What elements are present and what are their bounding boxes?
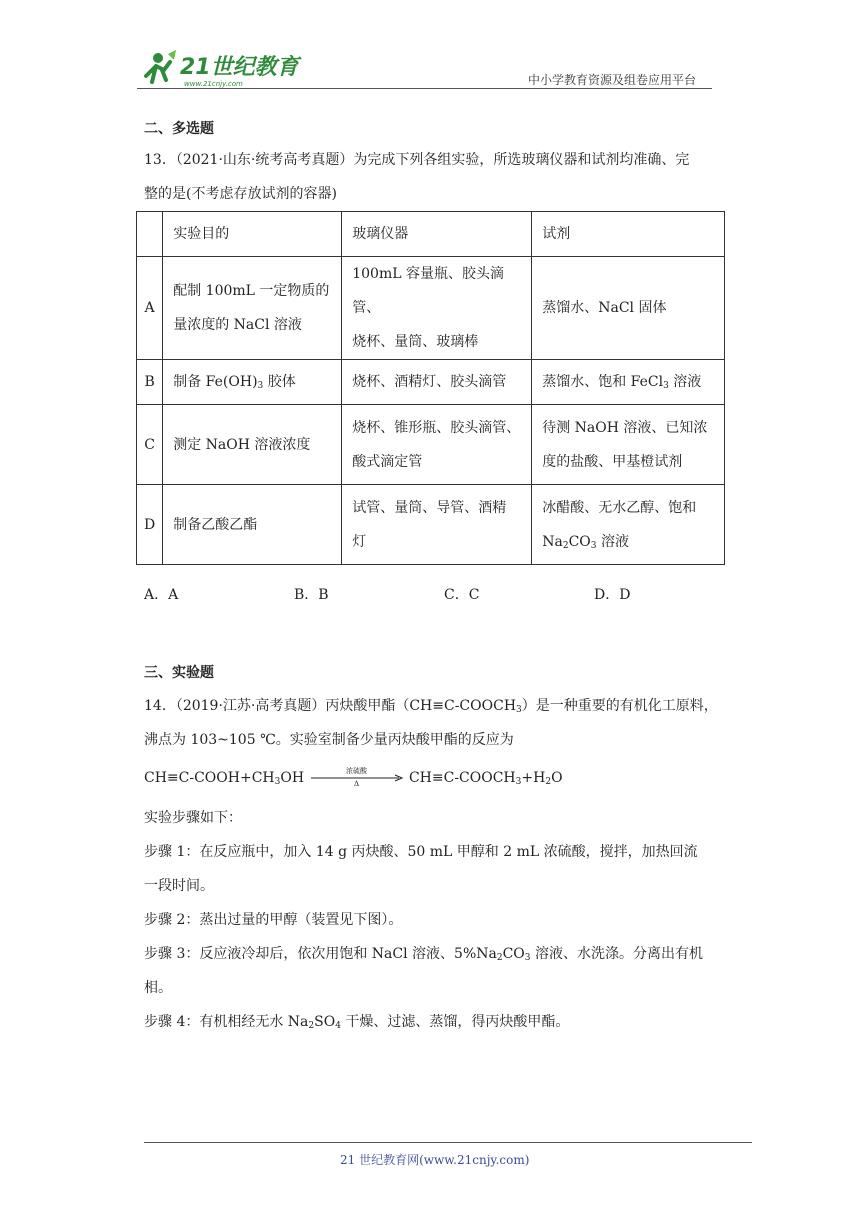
step-4: 步骤 4：有机相经无水 $Na_2SO_4$ 干燥、过滤、蒸馏，得丙炔酸甲酯。: [144, 1014, 570, 1031]
header-divider: [137, 88, 712, 89]
site-logo: [140, 46, 310, 92]
reaction-arrow-icon: 浓硫酸 Δ: [311, 768, 403, 788]
table-header-row: [137, 212, 725, 257]
option-b[interactable]: B．B: [294, 587, 329, 603]
section-title-experiment: 三、实验题: [144, 665, 214, 681]
row-letter: B: [137, 360, 163, 405]
section-title-multiple-choice: 二、多选题: [144, 121, 214, 137]
step-3-line2: 相。: [144, 980, 172, 996]
header-tagline: 中小学教育资源及组卷应用平台: [528, 73, 697, 87]
reagent-cell: 蒸馏水、NaCl 固体: [532, 257, 725, 360]
table-row: [137, 257, 725, 360]
option-d[interactable]: D．D: [594, 587, 631, 603]
logo-text: 21世纪教育: [180, 55, 299, 80]
question-13-line1: 13．（2021·山东·统考高考真题）为完成下列各组实验，所选玻璃仪器和试剂均准确、完: [144, 152, 690, 168]
row-letter: A: [137, 257, 163, 360]
table-row: [137, 485, 725, 565]
runner-logo-icon: [146, 50, 176, 82]
step-3-line1: 步骤 3：反应液冷却后，依次用饱和 NaCl 溶液、$5\%Na_2CO_3$ 溶液、水洗涤。分离出有机: [144, 946, 703, 963]
question-13-line2: 整的是(不考虑存放试剂的容器): [144, 186, 337, 202]
step-2: 步骤 2：蒸出过量的甲醇（装置见下图）。: [144, 912, 403, 928]
reaction-equation: $CH\equiv C-COOH+CH_3OH$ 浓硫酸 Δ $CH\equiv C-COOCH_3+H_2O$: [144, 767, 563, 788]
glassware-cell: 烧杯、锥形瓶、胶头滴管、 酸式滴定管: [342, 405, 532, 485]
reagent-cell: 蒸馏水、饱和 FeCl$_3$ 溶液: [532, 360, 725, 405]
glassware-cell: 试管、量筒、导管、酒精 灯: [342, 485, 532, 565]
step-1-line2: 一段时间。: [144, 878, 214, 894]
experiment-table: [136, 211, 725, 565]
steps-intro: 实验步骤如下：: [144, 810, 242, 826]
row-letter: C: [137, 405, 163, 485]
footer-divider: [144, 1142, 752, 1143]
step-1-line1: 步骤 1：在反应瓶中，加入 14 g 丙炔酸、50 mL 甲醇和 2 mL 浓硫酸，搅拌，加热回流: [144, 844, 698, 860]
option-a[interactable]: A．A: [144, 587, 179, 603]
table-header-corner: [137, 212, 163, 257]
table-row: [137, 405, 725, 485]
row-letter: D: [137, 485, 163, 565]
glassware-cell: 100mL 容量瓶、胶头滴管、 烧杯、量筒、玻璃棒: [342, 257, 532, 360]
question-14-line2: 沸点为 103~105 ℃。实验室制备少量丙炔酸甲酯的反应为: [144, 732, 514, 748]
table-row: [137, 360, 725, 405]
logo-url: www.21cnjy.com: [184, 80, 243, 88]
glassware-cell: 烧杯、酒精灯、胶头滴管: [342, 360, 532, 405]
table-header-cell: 实验目的: [163, 212, 342, 257]
purpose-cell: 测定 NaOH 溶液浓度: [163, 405, 342, 485]
table-header-cell: 玻璃仪器: [342, 212, 532, 257]
table-header-cell: 试剂: [532, 212, 725, 257]
reagent-cell: 冰醋酸、无水乙醇、饱和 $Na_2CO_3$ 溶液: [532, 485, 725, 565]
purpose-cell: 配制 100mL 一定物质的 量浓度的 NaCl 溶液: [163, 257, 342, 360]
option-c[interactable]: C．C: [444, 587, 480, 603]
footer-link[interactable]: 21 世纪教育网(www.21cnjy.com): [340, 1153, 530, 1167]
purpose-cell: 制备 $Fe(OH)_3$ 胶体: [163, 360, 342, 405]
reagent-cell: 待测 NaOH 溶液、已知浓 度的盐酸、甲基橙试剂: [532, 405, 725, 485]
question-14-line1: 14．（2019·江苏·高考真题）丙炔酸甲酯$(CH\equiv C-COOCH_3)$是一种重要的有机化工原料，: [144, 698, 718, 715]
purpose-cell: 制备乙酸乙酯: [163, 485, 342, 565]
